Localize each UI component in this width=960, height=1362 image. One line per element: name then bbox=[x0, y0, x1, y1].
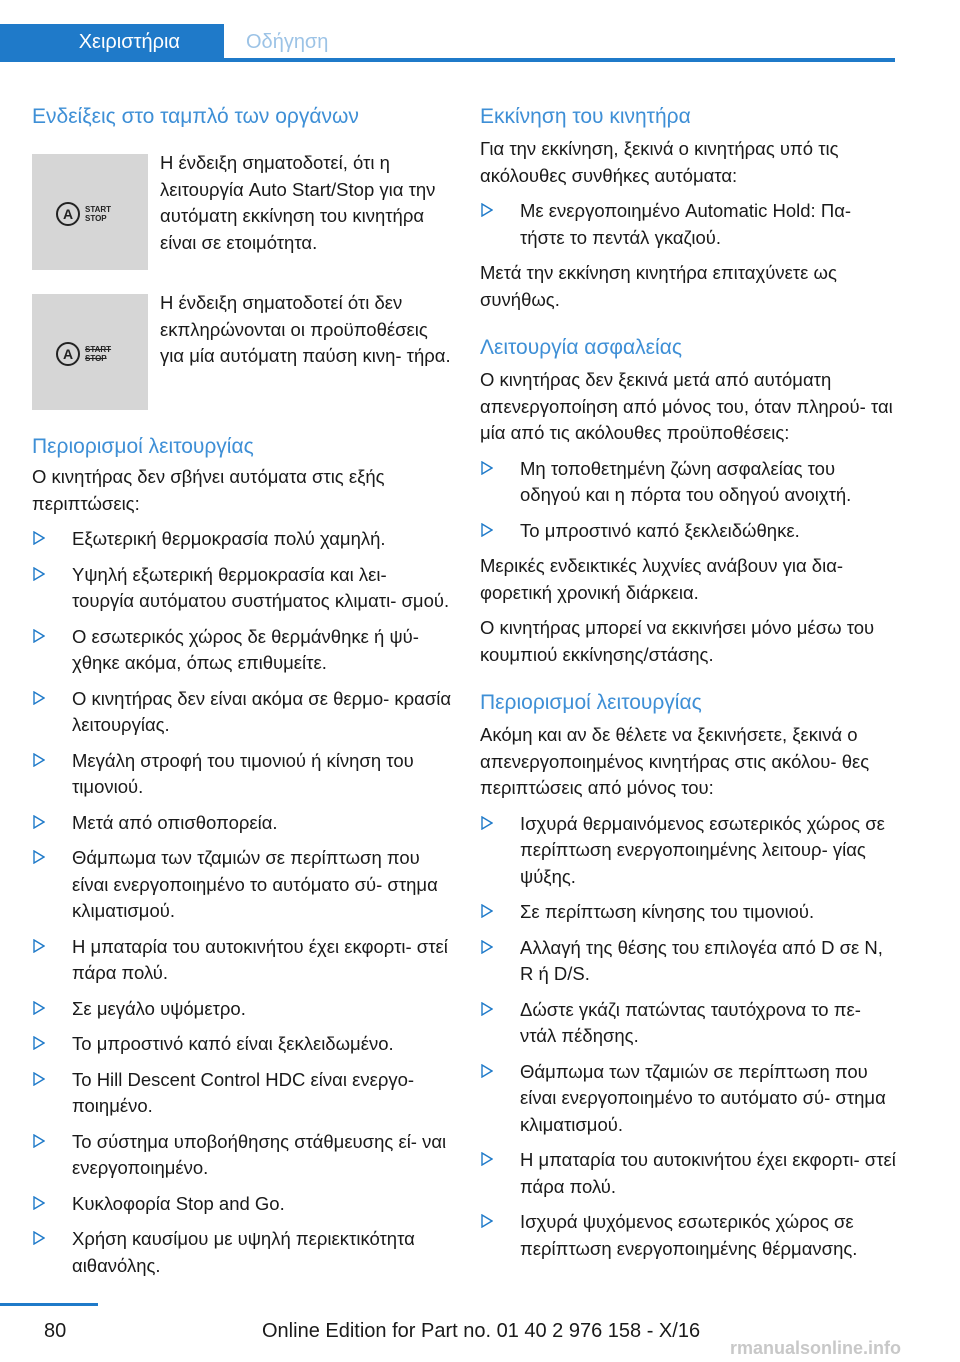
list-item-text: Μεγάλη στροφή του τιμονιού ή κίνηση του τιμονιού. bbox=[72, 749, 414, 797]
list-item-text: Αλλαγή της θέσης του επιλογέα από D σε N, R ή D/S. bbox=[520, 936, 883, 984]
section-title-limitations-right: Περιορισμοί λειτουργίας bbox=[480, 691, 702, 714]
bullet-triangle-icon bbox=[33, 691, 45, 705]
tab-controls[interactable] bbox=[0, 24, 224, 60]
list-item bbox=[480, 198, 900, 251]
bullet-triangle-icon bbox=[33, 567, 45, 581]
list-item bbox=[32, 1067, 452, 1120]
bullet-triangle-icon bbox=[33, 1036, 45, 1050]
indicator-row-unavailable bbox=[32, 254, 452, 410]
bullet-triangle-icon bbox=[33, 1196, 45, 1210]
tab-driving[interactable] bbox=[246, 24, 328, 60]
limitations-list bbox=[32, 526, 452, 1279]
engine-start-intro: Για την εκκίνηση, ξεκινά ο κινητήρας υπό τις ακόλουθες συνθήκες αυτόματα: bbox=[480, 138, 839, 186]
list-item bbox=[480, 1059, 900, 1139]
bullet-triangle-icon bbox=[33, 1001, 45, 1015]
list-item bbox=[32, 810, 452, 837]
section-title-indicators: Ενδείξεις στο ταμπλό των οργάνων bbox=[32, 105, 359, 128]
list-item-text: Δώστε γκάζι πατώντας ταυτόχρονα το πε‐ ντάλ πέδησης. bbox=[520, 998, 861, 1046]
limitations-intro: Ο κινητήρας δεν σβήνει αυτόματα στις εξής περιπτώσεις: bbox=[32, 466, 385, 514]
list-item bbox=[32, 845, 452, 925]
footer-accent-line bbox=[0, 1303, 98, 1306]
list-item bbox=[480, 811, 900, 891]
bullet-triangle-icon bbox=[481, 523, 493, 537]
list-item-text: Σε μεγάλο υψόμετρο. bbox=[72, 997, 246, 1019]
list-item bbox=[32, 624, 452, 677]
header-bar bbox=[0, 0, 960, 62]
bullet-triangle-icon bbox=[481, 203, 493, 217]
indicator-row-ready bbox=[32, 114, 452, 270]
list-item-text: Η μπαταρία του αυτοκινήτου έχει εκφορτι‐ στεί πάρα πολύ. bbox=[72, 935, 448, 983]
list-item bbox=[32, 1226, 452, 1279]
list-item-text: Το μπροστινό καπό είναι ξεκλειδωμένο. bbox=[72, 1033, 394, 1054]
bullet-triangle-icon bbox=[481, 461, 493, 475]
list-item-text: Ισχυρά θερμαινόμενος εσωτερικός χώρος σε περίπτωση ενεργοποιημένης λειτουρ‐ γίας ψύξης. bbox=[520, 812, 885, 887]
list-item-text: Το σύστημα υποβοήθησης στάθμευσης εί‐ ναι ενεργοποιημένο. bbox=[72, 1130, 447, 1178]
list-item bbox=[480, 456, 900, 509]
start-stop-unavailable-icon: A START STOP bbox=[32, 294, 148, 410]
list-item bbox=[480, 1147, 900, 1200]
watermark: rmanualsonline.info bbox=[730, 1338, 902, 1358]
engine-start-list bbox=[480, 198, 900, 251]
indicator-unavailable-text: Η ένδειξη σηματοδοτεί ότι δεν εκπληρώνονται οι προϋποθέσεις για μία αυτόματη παύση κινη‐ τήρα. bbox=[160, 292, 451, 366]
list-item-text: Ο εσωτερικός χώρος δε θερμάνθηκε ή ψύ‐ χθηκε ακόμα, όπως επιθυμείτε. bbox=[72, 625, 419, 673]
list-item-text: Θάμπωμα των τζαμιών σε περίπτωση που είναι ενεργοποιημένο το αυτόματο σύ‐ στημα κλιματισμού. bbox=[72, 847, 438, 921]
page-number: 80 bbox=[44, 1320, 67, 1342]
header-stripe bbox=[0, 58, 895, 62]
list-item bbox=[32, 748, 452, 801]
safety-intro: Ο κινητήρας δεν ξεκινά μετά από αυτόματη απενεργοποίηση από μόνος του, όταν πληρού‐ ται μία από τις ακόλουθες προϋποθέσεις: bbox=[480, 369, 893, 443]
list-item-text: Μετά από οπισθοπορεία. bbox=[72, 811, 278, 833]
safety-note-lamps: Μερικές ενδεικτικές λυχνίες ανάβουν για δια‐ φορετική χρονική διάρκεια. bbox=[480, 555, 844, 603]
list-item-text: Εξωτερική θερμοκρασία πολύ χαμηλή. bbox=[72, 528, 386, 549]
bullet-triangle-icon bbox=[33, 629, 45, 643]
list-item-text: Το μπροστινό καπό ξεκλειδώθηκε. bbox=[520, 519, 800, 541]
indicator-ready-text: Η ένδειξη σηματοδοτεί, ότι η λειτουργία Auto Start/Stop για την αυτόματη εκκίνηση του κινητήρα είναι σε ετοιμότητα. bbox=[160, 152, 436, 253]
bullet-triangle-icon bbox=[33, 939, 45, 953]
section-title-safety: Λειτουργία ασφαλείας bbox=[480, 336, 682, 359]
bullet-triangle-icon bbox=[33, 531, 45, 545]
safety-list bbox=[480, 456, 900, 545]
list-item bbox=[32, 686, 452, 739]
start-stop-ready-icon: A START STOP bbox=[32, 154, 148, 270]
bullet-triangle-icon bbox=[481, 904, 493, 918]
list-item bbox=[480, 899, 900, 926]
edition-text: Online Edition for Part no. 01 40 2 976 158 - X/16 bbox=[262, 1320, 701, 1342]
left-column bbox=[32, 104, 452, 1279]
section-title-limitations: Περιορισμοί λειτουργίας bbox=[32, 435, 254, 458]
tab-controls-label: Χειριστήρια bbox=[78, 30, 180, 53]
bullet-triangle-icon bbox=[481, 816, 493, 830]
list-item bbox=[32, 562, 452, 615]
list-item-text: Ο κινητήρας δεν είναι ακόμα σε θερμο‐ κρασία λειτουργίας. bbox=[72, 687, 452, 735]
list-item bbox=[480, 935, 900, 988]
list-item bbox=[32, 1129, 452, 1182]
list-item bbox=[480, 1209, 900, 1262]
list-item-text: Ισχυρά ψυχόμενος εσωτερικός χώρος σε περίπτωση ενεργοποιημένης θέρμανσης. bbox=[520, 1211, 858, 1259]
list-item-text: Χρήση καυσίμου με υψηλή περιεκτικότητα αιθανόλης. bbox=[72, 1228, 415, 1276]
bullet-triangle-icon bbox=[481, 1064, 493, 1078]
engine-start-after: Μετά την εκκίνηση κινητήρα επιταχύνετε ως συνήθως. bbox=[480, 262, 837, 310]
auto-start-list bbox=[480, 811, 900, 1263]
right-column bbox=[480, 104, 900, 1262]
bullet-triangle-icon bbox=[33, 1134, 45, 1148]
list-item bbox=[32, 526, 452, 553]
list-item-text: Το Hill Descent Control HDC είναι ενεργο‐ ποιημένο. bbox=[72, 1068, 415, 1116]
bullet-triangle-icon bbox=[33, 753, 45, 767]
list-item-text: Σε περίπτωση κίνησης του τιμονιού. bbox=[520, 901, 815, 922]
list-item-text: Η μπαταρία του αυτοκινήτου έχει εκφορτι‐ στεί πάρα πολύ. bbox=[520, 1149, 896, 1197]
bullet-triangle-icon bbox=[33, 815, 45, 829]
bullet-triangle-icon bbox=[33, 1231, 45, 1245]
list-item-text: Με ενεργοποιημένο Automatic Hold: Πα‐ τήστε το πεντάλ γκαζιού. bbox=[520, 200, 852, 248]
list-item-text: Υψηλή εξωτερική θερμοκρασία και λει‐ τουργία αυτόματου συστήματος κλιματι‐ σμού. bbox=[72, 563, 450, 611]
list-item bbox=[480, 518, 900, 545]
list-item-text: Μη τοποθετημένη ζώνη ασφαλείας του οδηγού και η πόρτα του οδηγού ανοιχτή. bbox=[520, 457, 852, 505]
bullet-triangle-icon bbox=[481, 1002, 493, 1016]
auto-start-intro: Ακόμη και αν δε θέλετε να ξεκινήσετε, ξεκινά ο απενεργοποιημένος κινητήρας στις ακόλου‐ θες περιπτώσεις από μόνος του: bbox=[480, 724, 870, 798]
list-item bbox=[480, 997, 900, 1050]
bullet-triangle-icon bbox=[481, 1214, 493, 1228]
list-item-text: Θάμπωμα των τζαμιών σε περίπτωση που είναι ενεργοποιημένο το αυτόματο σύ‐ στημα κλιματισμού. bbox=[520, 1060, 886, 1135]
list-item bbox=[32, 1031, 452, 1058]
bullet-triangle-icon bbox=[33, 1072, 45, 1086]
bullet-triangle-icon bbox=[481, 940, 493, 954]
tab-driving-label: Οδήγηση bbox=[246, 30, 329, 53]
list-item bbox=[32, 1191, 452, 1218]
bullet-triangle-icon bbox=[33, 850, 45, 864]
list-item-text: Κυκλοφορία Stop and Go. bbox=[72, 1192, 285, 1214]
list-item bbox=[32, 934, 452, 987]
bullet-triangle-icon bbox=[481, 1152, 493, 1166]
safety-note-button: Ο κινητήρας μπορεί να εκκινήσει μόνο μέσω του κουμπιού εκκίνησης/στάσης. bbox=[480, 617, 875, 665]
list-item bbox=[32, 996, 452, 1023]
section-title-engine-start: Εκκίνηση του κινητήρα bbox=[480, 105, 691, 128]
